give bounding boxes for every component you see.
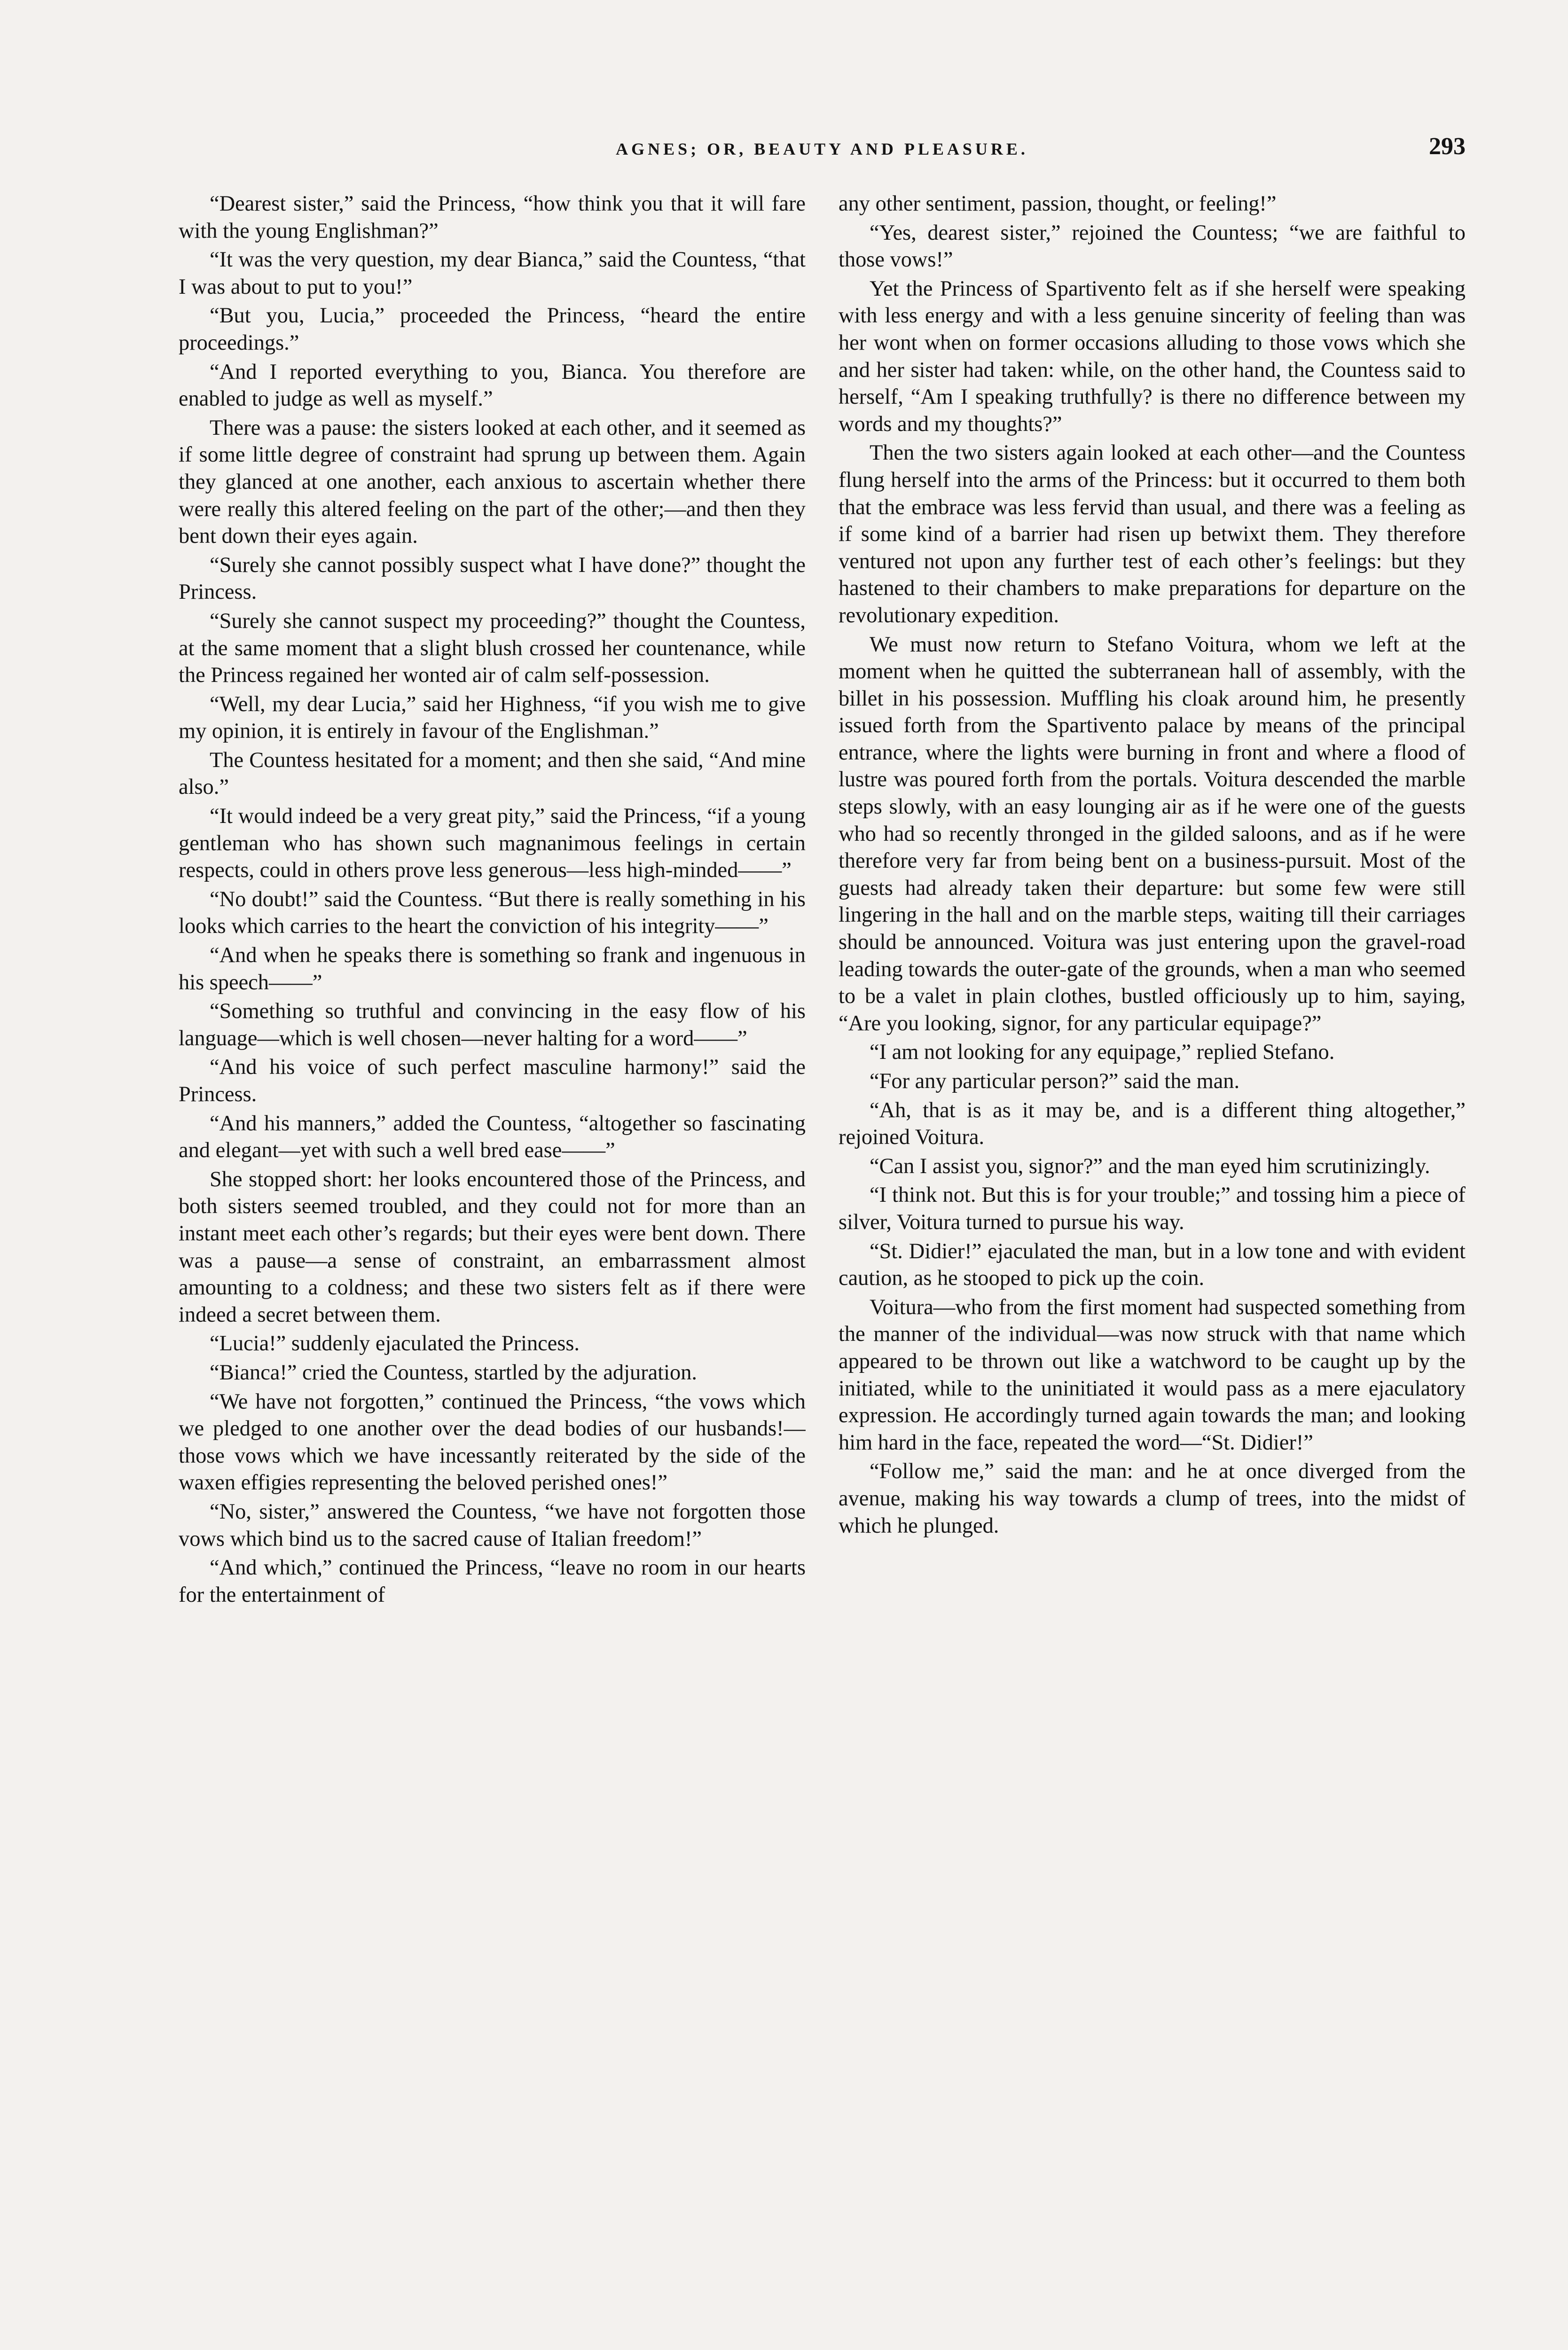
page-number: 293 bbox=[1429, 133, 1466, 160]
paragraph: “St. Didier!” ejaculated the man, but in a low tone and with evident caution, as he stooped to pick up the coin. bbox=[839, 1239, 1466, 1291]
paragraph: “Follow me,” said the man: and he at once diverged from the avenue, making his way towards a clump of trees, into the midst of which he plunged. bbox=[839, 1459, 1466, 1538]
paragraph: “Surely she cannot possibly suspect what I have done?” thought the Princess. bbox=[179, 553, 806, 604]
paragraph: “Dearest sister,” said the Princess, “how think you that it will fare with the young Englishman?” bbox=[179, 192, 806, 243]
paragraph: “No doubt!” said the Countess. “But there is really something in his looks which carries to the heart the conviction of his integrity——” bbox=[179, 887, 806, 939]
paragraph: “We have not forgotten,” continued the Princess, “the vows which we pledged to one another over the dead bodies of our husbands!—those vows which we have incessantly reiterated by the side of the waxen effigies representing the beloved perished ones!” bbox=[179, 1389, 806, 1495]
paragraph: “Ah, that is as it may be, and is a different thing altogether,” rejoined Voitura. bbox=[839, 1098, 1466, 1150]
paragraph: “Can I assist you, signor?” and the man eyed him scrutinizingly. bbox=[870, 1154, 1430, 1178]
paragraph: There was a pause: the sisters looked at each other, and it seemed as if some little degree of constraint had sprung up between them. Again they glanced at one another, each anxious to ascertain whether there were really this altered feeling on the part of the other;—and then they bent down their eyes again. bbox=[179, 415, 806, 548]
paragraph: We must now return to Stefano Voitura, whom we left at the moment when he quitted the subterranean hall of assembly, with the billet in his possession. Muffling his cloak around him, he presently issued forth from the Spartivento palace by means of the principal entrance, where the lights were burning in front and where a flood of lustre was poured forth from the portals. Voitura descended the marble steps slowly, with an easy lounging air as if he were one of the guests who had so recently thronged in the gilded saloons, and as if he were therefore very far from being bent on a business-pursuit. Most of the guests had already taken their departure: but some few were still lingering in the hall and on the marble steps, waiting till their carriages should be announced. Voitura was just entering upon the gravel-road leading towards the outer-gate of the grounds, when a man who seemed to be a valet in plain clothes, bustled officiously up to him, saying, “Are you looking, signor, for any particular equipage?” bbox=[839, 632, 1466, 1035]
paragraph: Yet the Princess of Spartivento felt as if she herself were speaking with less energy and with a less genuine sincerity of feeling than was her wont when on former occasions alluding to those vows which she and her sister had taken: while, on the other hand, the Countess said to herself, “Am I speaking truthfully? is there no difference between my words and my thoughts?” bbox=[839, 276, 1466, 436]
paragraph: “It would indeed be a very great pity,” said the Princess, “if a young gentleman who has shown such magnanimous feelings in certain respects, could in others prove less generous—less high-minded——” bbox=[179, 804, 806, 883]
paragraph: “And his manners,” added the Countess, “altogether so fascinating and elegant—yet with such a well bred ease——” bbox=[179, 1111, 806, 1163]
paragraph: “But you, Lucia,” proceeded the Princess, “heard the entire proceedings.” bbox=[179, 304, 806, 355]
paragraph: “Lucia!” suddenly ejaculated the Princess. bbox=[210, 1332, 580, 1356]
paragraph: “And when he speaks there is something so frank and ingenuous in his speech——” bbox=[179, 943, 806, 995]
paragraph: Then the two sisters again looked at each other—and the Countess flung herself into the arms of the Princess: but it occurred to them both that the embrace was less fervid than usual, and there was a feeling as if some kind of a barrier had risen up betwixt them. They therefore ventured not upon any further test of each other’s feelings: but they hastened to their chambers to make preparations for departure on the revolutionary expedition. bbox=[839, 441, 1466, 627]
paragraph-continuation: any other sentiment, passion, thought, or feeling!” bbox=[839, 192, 1277, 216]
paragraph: Voitura—who from the first moment had suspected something from the manner of the individual—was now struck with that name which appeared to be thrown out like a watchword to be caught up by the initiated, while to the uninitiated it would pass as a mere ejaculatory expression. He accordingly turned again towards the man; and looking him hard in the face, repeated the word—“St. Didier!” bbox=[839, 1295, 1466, 1455]
paragraph: “And his voice of such perfect masculine harmony!” said the Princess. bbox=[179, 1055, 806, 1106]
left-column bbox=[179, 190, 806, 2350]
paragraph: The Countess hesitated for a moment; and then she said, “And mine also.” bbox=[179, 748, 806, 799]
paragraph: “And I reported everything to you, Bianca. You therefore are enabled to judge as well as myself.” bbox=[179, 360, 806, 411]
paragraph: “I think not. But this is for your trouble;” and tossing him a piece of silver, Voitura turned to pursue his way. bbox=[839, 1183, 1466, 1234]
paragraph: “It was the very question, my dear Bianca,” said the Countess, “that I was about to put to you!” bbox=[179, 248, 806, 299]
paragraph: “And which,” continued the Princess, “leave no room in our hearts for the entertainment of bbox=[179, 1556, 806, 1607]
paragraph: “No, sister,” answered the Countess, “we have not forgotten those vows which bind us to the sacred cause of Italian freedom!” bbox=[179, 1499, 806, 1551]
paragraph: “Yes, dearest sister,” rejoined the Countess; “we are faithful to those vows!” bbox=[839, 220, 1466, 272]
paragraph: “Well, my dear Lucia,” said her Highness, “if you wish me to give my opinion, it is entirely in favour of the Englishman.” bbox=[179, 692, 806, 744]
paragraph: “For any particular person?” said the man. bbox=[870, 1069, 1240, 1093]
page-header bbox=[179, 133, 1466, 170]
paragraph: She stopped short: her looks encountered those of the Princess, and both sisters seemed troubled, and they could not for more than an instant meet each other’s regards; but their eyes were bent down. There was a pause—a sense of constraint, an embarrassment almost amounting to a coldness; and these two sisters felt as if there were indeed a secret between them. bbox=[179, 1167, 806, 1327]
paragraph: “Something so truthful and convincing in the easy flow of his language—which is well chosen—never halting for a word——” bbox=[179, 999, 806, 1050]
text-columns bbox=[179, 190, 1466, 2350]
paragraph: “Bianca!” cried the Countess, startled by the adjuration. bbox=[210, 1360, 697, 1385]
running-head: AGNES; OR, BEAUTY AND PLEASURE. bbox=[616, 140, 1028, 158]
paragraph: “I am not looking for any equipage,” replied Stefano. bbox=[870, 1040, 1335, 1065]
paragraph: “Surely she cannot suspect my proceeding?” thought the Countess, at the same moment that a slight blush crossed her countenance, while the Princess regained her wonted air of calm self-possession. bbox=[179, 609, 806, 688]
right-column bbox=[839, 190, 1466, 2350]
